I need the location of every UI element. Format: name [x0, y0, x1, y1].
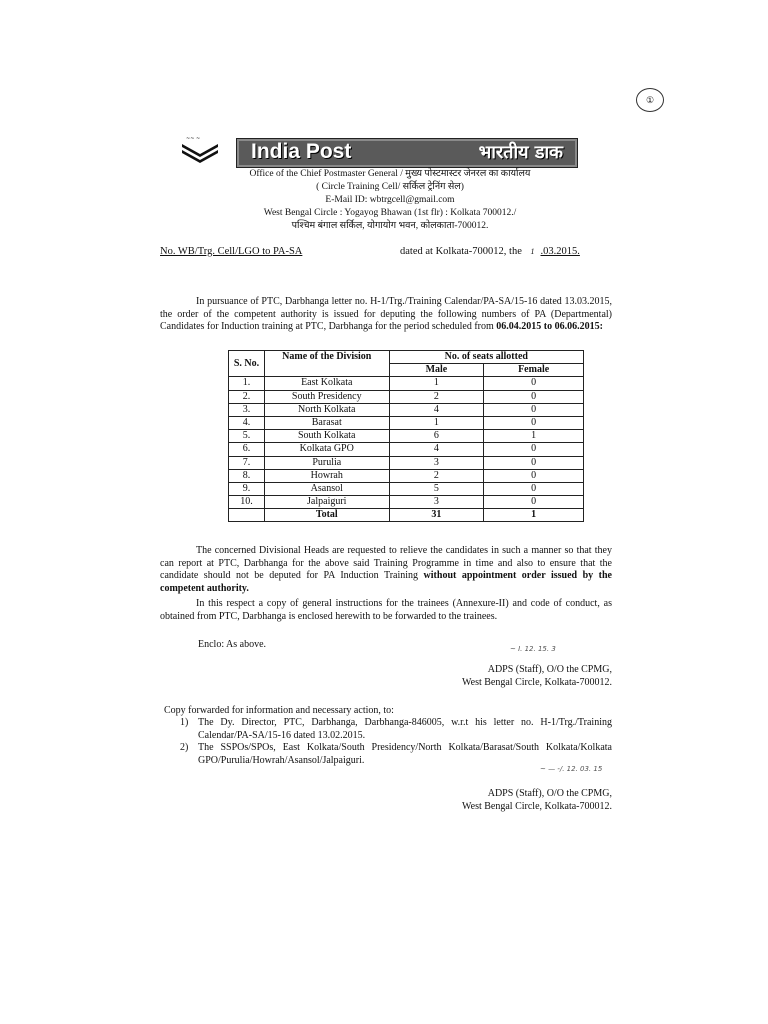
- copy-item-2-text: The SSPOs/SPOs, East Kolkata/South Presidency/North Kolkata/Barasat/South Kolkata/Kolkata GPO/Purulia/Howrah/Asansol/Jalpaiguri.: [198, 742, 612, 766]
- cell-male: 1: [389, 377, 484, 390]
- signatory-office-2: West Bengal Circle, Kolkata-700012.: [462, 801, 612, 812]
- cell-female: 0: [484, 377, 584, 390]
- signatory-office-1: West Bengal Circle, Kolkata-700012.: [462, 677, 612, 688]
- copy-item-1: [180, 717, 612, 743]
- table-row: [229, 496, 584, 509]
- copy-item-1-number: 1): [180, 717, 189, 728]
- signatory-designation-1: ADPS (Staff), O/O the CPMG,: [487, 664, 612, 675]
- cell-male: 5: [389, 482, 484, 495]
- cell-female: 0: [484, 403, 584, 416]
- copy-item-1-text: The Dy. Director, PTC, Darbhanga, Darbhanga-846005, w.r.t his letter no. H-1/Trg./Training Calendar/PA-SA/15-16 dated 13.02.2015.: [198, 717, 612, 741]
- signature-scribble-2: ~ — -/. 12. 03. 15: [540, 765, 603, 773]
- header-sno: S. No.: [229, 351, 265, 377]
- cell-female: 0: [484, 496, 584, 509]
- paragraph-3: In this respect a copy of general instructions for the trainees (Annexure-II) and code of conduct, as obtained from PTC, Darbhanga is enclosed herewith to be forwarded to the trainees.: [160, 598, 612, 622]
- cell-sno: 1.: [229, 377, 265, 390]
- cell-sno: 4.: [229, 416, 265, 429]
- page-number-mark: ①: [636, 88, 664, 112]
- cell-female: 0: [484, 469, 584, 482]
- banner-title-english: India Post: [251, 140, 352, 163]
- cell-division: East Kolkata: [264, 377, 389, 390]
- cell-division: South Kolkata: [264, 430, 389, 443]
- date-handwritten: 1: [530, 247, 535, 256]
- paragraph-1-text: In pursuance of PTC, Darbhanga letter no. H-1/Trg./Training Calendar/PA-SA/15-16 dated 13.03.2015, the order of the competent authority is issued for deputing the following numbers of PA (Departmental) Candidates for Induction training at PTC, Darbhanga for the period scheduled from: [160, 296, 612, 333]
- cell-female: 0: [484, 456, 584, 469]
- enclosure-note: Enclo: As above.: [198, 639, 267, 650]
- copy-item-2-number: 2): [180, 742, 189, 753]
- header-female: Female: [484, 364, 584, 377]
- signature-block-1: [412, 663, 612, 689]
- cell-sno: 10.: [229, 496, 265, 509]
- email-line: E-Mail ID: wbtrgcell@gmail.com: [325, 195, 455, 205]
- cell-female: 0: [484, 443, 584, 456]
- cell-sno: 5.: [229, 430, 265, 443]
- cell-division: Jalpaiguri: [264, 496, 389, 509]
- cell-male: 3: [389, 496, 484, 509]
- cell-division: Barasat: [264, 416, 389, 429]
- seat-allotment-table: [228, 350, 584, 522]
- table-row: [229, 377, 584, 390]
- table-row: [229, 469, 584, 482]
- training-cell: ( Circle Training Cell/ सर्किल ट्रेनिंग सेल): [316, 182, 464, 192]
- cell-division: Kolkata GPO: [264, 443, 389, 456]
- header-seats: No. of seats allotted: [389, 351, 583, 364]
- cell-female: 1: [484, 430, 584, 443]
- reference-number: No. WB/Trg. Cell/LGO to PA-SA: [160, 246, 303, 257]
- cell-sno: 6.: [229, 443, 265, 456]
- svg-text:~~ ~: ~~ ~: [186, 136, 201, 142]
- cell-female: 0: [484, 390, 584, 403]
- reference-date: [400, 246, 580, 257]
- cell-male: 4: [389, 403, 484, 416]
- address-hindi: पश्चिम बंगाल सर्किल, योगायोग भवन, कोलकाता-700012.: [291, 221, 489, 231]
- signature-block-2: [412, 787, 612, 813]
- table-row: [229, 456, 584, 469]
- training-period: 06.04.2015 to 06.06.2015: [496, 321, 600, 333]
- cell-male: 2: [389, 390, 484, 403]
- cell-sno: 7.: [229, 456, 265, 469]
- total-sno-cell: [229, 509, 265, 522]
- cell-male: 4: [389, 443, 484, 456]
- total-male: 31: [389, 509, 484, 522]
- india-post-logo-icon: [180, 134, 220, 164]
- table-row: [229, 430, 584, 443]
- table-row: [229, 443, 584, 456]
- paragraph-1: [160, 296, 612, 334]
- header-division: Name of the Division: [264, 351, 389, 377]
- cell-sno: 8.: [229, 469, 265, 482]
- cell-male: 3: [389, 456, 484, 469]
- date-month-year: .03.2015.: [540, 246, 580, 257]
- total-female: 1: [484, 509, 584, 522]
- cell-female: 0: [484, 482, 584, 495]
- table-row: [229, 416, 584, 429]
- cell-division: Howrah: [264, 469, 389, 482]
- india-post-banner: [236, 138, 578, 168]
- paragraph-1-colon: :: [599, 321, 603, 333]
- table-row: [229, 403, 584, 416]
- cell-division: North Kolkata: [264, 403, 389, 416]
- cell-division: Asansol: [264, 482, 389, 495]
- total-label: Total: [264, 509, 389, 522]
- signature-scribble-1: ~ I. 12. 15. 3: [510, 645, 556, 653]
- paragraph-2-text: The concerned Divisional Heads are requested to relieve the candidates in such a manner so that they can report at PTC, Darbhanga for the above said Training Programme in time and also to ensure that the candidate should not be deputed for PA Induction Training: [160, 545, 612, 582]
- paragraph-2-bold: without appointment order issued by the competent authority.: [160, 570, 612, 595]
- signatory-designation-2: ADPS (Staff), O/O the CPMG,: [487, 788, 612, 799]
- cell-sno: 9.: [229, 482, 265, 495]
- address-english: West Bengal Circle : Yogayog Bhawan (1st flr) : Kolkata 700012./: [263, 208, 517, 218]
- cell-female: 0: [484, 416, 584, 429]
- office-name: Office of the Chief Postmaster General / मुख्य पोस्टमास्टर जेनरल का कार्यालय: [249, 169, 531, 179]
- dated-label: dated at Kolkata-700012, the: [400, 246, 522, 257]
- header-male: Male: [389, 364, 484, 377]
- cell-male: 2: [389, 469, 484, 482]
- cell-division: Purulia: [264, 456, 389, 469]
- cell-sno: 3.: [229, 403, 265, 416]
- cell-male: 1: [389, 416, 484, 429]
- table-row: [229, 482, 584, 495]
- cell-division: South Presidency: [264, 390, 389, 403]
- paragraph-2: [160, 545, 612, 596]
- cell-sno: 2.: [229, 390, 265, 403]
- table-row: [229, 390, 584, 403]
- cell-male: 6: [389, 430, 484, 443]
- copy-forwarded-intro: Copy forwarded for information and necessary action, to:: [164, 705, 394, 716]
- banner-title-hindi: भारतीय डाक: [478, 142, 563, 163]
